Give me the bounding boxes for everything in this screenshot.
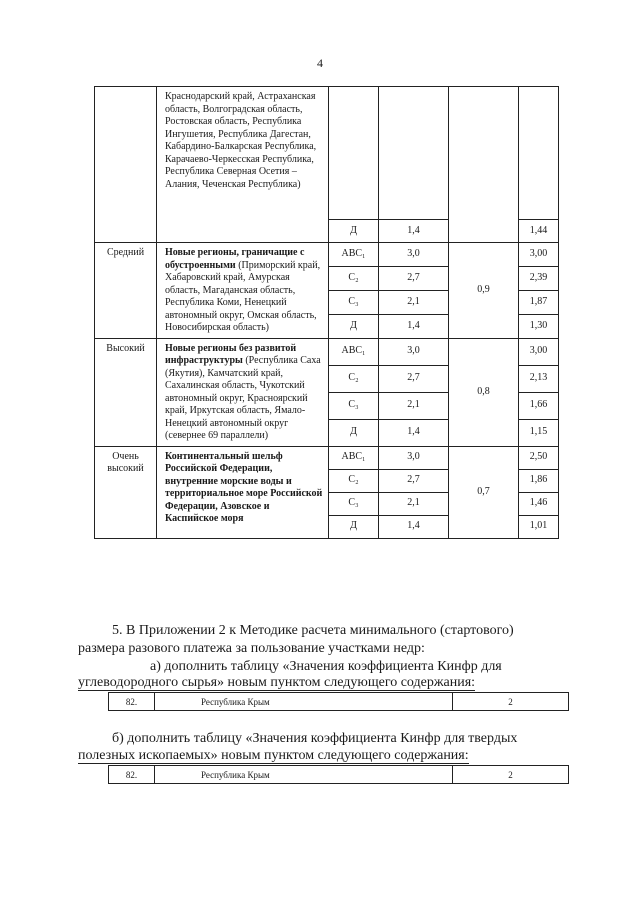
category-cell: Д [329, 515, 379, 538]
level-cell: Высокий [95, 338, 157, 446]
table-row [95, 243, 559, 267]
value-cell: 1,4 [379, 419, 449, 446]
category-cell [329, 87, 379, 220]
value-cell: 2,1 [379, 290, 449, 314]
region-cell [157, 446, 329, 538]
para5-line2: размера разового платежа за пользование участками недр: [78, 641, 425, 656]
para5a-line2-text: углеводородного сырья» новым пунктом следующего содержания: [78, 675, 476, 690]
value-cell: 2,7 [379, 365, 449, 392]
category-cell: АВС₁ [329, 446, 379, 469]
result-cell: 2,13 [519, 365, 559, 392]
result-cell: 1,01 [519, 515, 559, 538]
region-cell [157, 243, 329, 339]
value-cell: 2,1 [379, 392, 449, 419]
table-b [108, 765, 569, 784]
table-a-value: 2 [453, 693, 569, 711]
result-cell: 1,15 [519, 419, 559, 446]
page-number: 4 [317, 56, 323, 70]
category-cell: Д [329, 220, 379, 243]
level-cell: Средний [95, 243, 157, 339]
value-cell: 3,0 [379, 446, 449, 469]
table-b-num: 82. [109, 766, 155, 784]
coef-cell: 0,9 [449, 243, 519, 339]
result-cell: 2,50 [519, 446, 559, 469]
value-cell: 2,1 [379, 492, 449, 515]
value-cell: 1,4 [379, 515, 449, 538]
table-row [95, 87, 559, 220]
result-cell [519, 87, 559, 220]
value-cell: 2,7 [379, 469, 449, 492]
value-cell: 2,7 [379, 266, 449, 290]
table-a-name: Республика Крым [155, 693, 453, 711]
result-cell: 1,46 [519, 492, 559, 515]
region-cell: Краснодарский край, Астраханская область, Волгоградская область, Ростовская область, Республика Ингушетия, Республика Дагестан, Кабардино-Балкарская Республика, Карачаево-Черкесская Республика, Республика Северная Осетия – Алания, Чеченская Республика) [157, 87, 329, 243]
region-cell [157, 338, 329, 446]
value-cell: 3,0 [379, 338, 449, 365]
para5-line1: 5. В Приложении 2 к Методике расчета минимального (стартового) [112, 623, 514, 638]
category-cell: С₃ [329, 492, 379, 515]
region-rest: (Приморский край, Хабаровский край, Амурская область, Магаданская область, Республика Коми, Ненецкий автономный округ, Омская область, Новосибирская область) [165, 259, 321, 333]
table-a-row [109, 693, 569, 711]
category-cell: С₂ [329, 266, 379, 290]
region-bold: Континентальный шельф Российской Федерации, внутренние морские воды и территориальное море Российской Федерации, Азовское и Каспийское моря [165, 450, 323, 524]
value-cell: 1,4 [379, 220, 449, 243]
category-cell: С₂ [329, 469, 379, 492]
coef-cell: 0,8 [449, 338, 519, 446]
result-cell: 2,39 [519, 266, 559, 290]
para5a-line2 [78, 674, 475, 692]
table-row [95, 446, 559, 469]
category-cell: Д [329, 314, 379, 338]
value-cell: 1,4 [379, 314, 449, 338]
value-cell: 3,0 [379, 243, 449, 267]
para5b-line2-text: полезных ископаемых» новым пунктом следующего содержания: [78, 748, 469, 763]
category-cell: АВС₁ [329, 338, 379, 365]
table-a-num: 82. [109, 693, 155, 711]
coef-cell: 0,7 [449, 446, 519, 538]
level-cell: Очень высокий [95, 446, 157, 538]
table-b-name: Республика Крым [155, 766, 453, 784]
region-rest: (Республика Саха (Якутия), Камчатский край, Сахалинская область, Чукотский автономный округ, Красноярский край, Иркутская область, Ямало-Ненецкий автономный округ (севернее 69 параллели) [165, 355, 321, 441]
category-cell: С₃ [329, 290, 379, 314]
value-cell [379, 87, 449, 220]
category-cell: Д [329, 419, 379, 446]
result-cell: 1,86 [519, 469, 559, 492]
table-b-row [109, 766, 569, 784]
region-bold: Новые регионы без развитой инфраструктуры [165, 342, 297, 366]
table-a [108, 692, 569, 711]
region-bold: Новые регионы, граничащие с обустроенными [165, 247, 305, 271]
coef-cell [449, 87, 519, 243]
category-cell: АВС₁ [329, 243, 379, 267]
para5b-line2 [78, 747, 469, 765]
para5b-line1: б) дополнить таблицу «Значения коэффициента Кинфр для твердых [112, 731, 518, 746]
coefficients-table [94, 86, 559, 539]
level-cell [95, 87, 157, 243]
result-cell: 1,30 [519, 314, 559, 338]
result-cell: 1,87 [519, 290, 559, 314]
table-b-value: 2 [453, 766, 569, 784]
result-cell: 3,00 [519, 243, 559, 267]
result-cell: 1,66 [519, 392, 559, 419]
category-cell: С₃ [329, 392, 379, 419]
para5a-line1: а) дополнить таблицу «Значения коэффициента Кинфр для [150, 659, 502, 674]
category-cell: С₂ [329, 365, 379, 392]
result-cell: 3,00 [519, 338, 559, 365]
result-cell: 1,44 [519, 220, 559, 243]
table-row [95, 338, 559, 365]
